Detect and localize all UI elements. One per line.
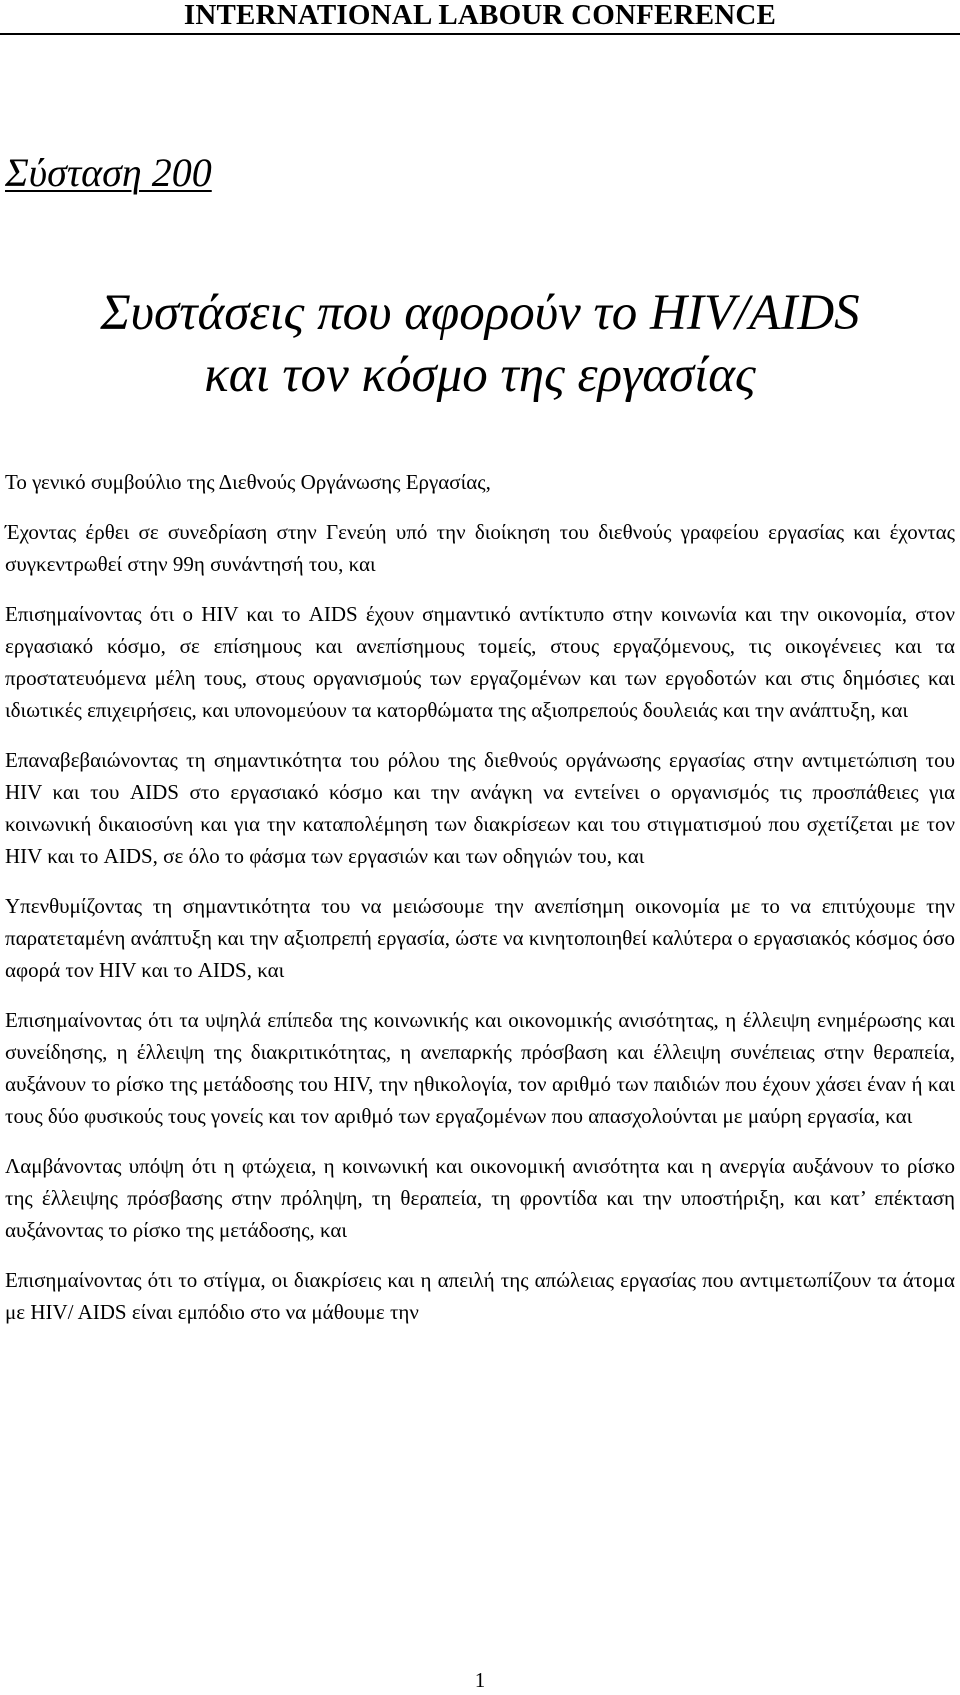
- page-number: 1: [474, 1668, 486, 1692]
- paragraph: Το γενικό συμβούλιο της Διεθνούς Οργάνωσης Εργασίας,: [5, 470, 491, 494]
- document-title-line-2: και τον κόσμο της εργασίας: [204, 347, 756, 403]
- paragraph: Λαμβάνοντας υπόψη ότι η φτώχεια, η κοινωνική και οικονομική ανισότητα και η ανεργία αυξάνουν το ρίσκο της έλλειψης πρόσβασης στην πρόληψη, τη θεραπεία, τη φροντίδα και την υποστήριξη, και κατ’ επέκταση αυξάνοντας το ρίσκο της μετάδοσης, και: [5, 1154, 955, 1242]
- document-title-line-1: Συστάσεις που αφορούν το HIV/AIDS: [100, 285, 860, 341]
- conference-header: INTERNATIONAL LABOUR CONFERENCE: [183, 0, 777, 31]
- paragraph: Επισημαίνοντας ότι το στίγμα, οι διακρίσεις και η απειλή της απώλειας εργασίας που αντιμετωπίζουν τα άτομα με HIV/ AIDS είναι εμπόδιο στο να μάθουμε την: [5, 1268, 955, 1324]
- header-divider: [0, 33, 960, 35]
- recommendation-number: Σύσταση 200: [5, 150, 212, 195]
- document-body: [5, 466, 955, 1346]
- paragraph: Υπενθυμίζοντας τη σημαντικότητα του να μειώσουμε την ανεπίσημη οικονομία με το να επιτύχουμε την παρατεταμένη ανάπτυξη και την αξιοπρεπή εργασία, ώστε να κινητοποιηθεί καλύτερα ο εργασιακός κόσμος όσο αφορά τον HIV και το AIDS, και: [5, 894, 955, 982]
- paragraph: Έχοντας έρθει σε συνεδρίαση στην Γενεύη υπό την διοίκηση του διεθνούς γραφείου εργασίας και έχοντας συγκεντρωθεί στην 99η συνάντησή του, και: [5, 520, 955, 576]
- paragraph: Επισημαίνοντας ότι τα υψηλά επίπεδα της κοινωνικής και οικονομικής ανισότητας, η έλλειψη ενημέρωσης και συνείδησης, η έλλειψη της διακριτικότητας, η ανεπαρκής πρόσβαση και έλλειψη συνέπειας στην θεραπεία, αυξάνουν το ρίσκο της μετάδοσης του HIV, την ηθικολογία, τον αριθμό των παιδιών που έχουν χάσει έναν ή και τους δύο φυσικούς τους γονείς και τον αριθμό των εργαζομένων που απασχολούνται με μαύρη εργασία, και: [5, 1008, 955, 1128]
- paragraph: Επισημαίνοντας ότι ο HIV και το AIDS έχουν σημαντικό αντίκτυπο στην κοινωνία και την οικονομία, στον εργασιακό κόσμο, σε επίσημους και ανεπίσημους τομείς, στους εργαζόμενους, τις οικογένειες και τα προστατευόμενα μέλη τους, στους οργανισμούς των εργαζομένων και των εργοδοτών και στις δημόσιες και ιδιωτικές επιχειρήσεις, και υπονομεύουν τα κατορθώματα της αξιοπρεπούς δουλειάς και την ανάπτυξη, και: [5, 602, 955, 722]
- paragraph: Επαναβεβαιώνοντας τη σημαντικότητα του ρόλου της διεθνούς οργάνωσης εργασίας στην αντιμετώπιση του HIV και του AIDS στο εργασιακό κόσμο και την ανάγκη να εντείνει ο οργανισμός τις προσπάθειες για κοινωνική δικαιοσύνη και για την καταπολέμηση των διακρίσεων και του στιγματισμού που σχετίζεται με τον HIV και το AIDS, σε όλο το φάσμα των εργασιών και των οδηγιών του, και: [5, 748, 955, 868]
- document-title: [0, 282, 960, 406]
